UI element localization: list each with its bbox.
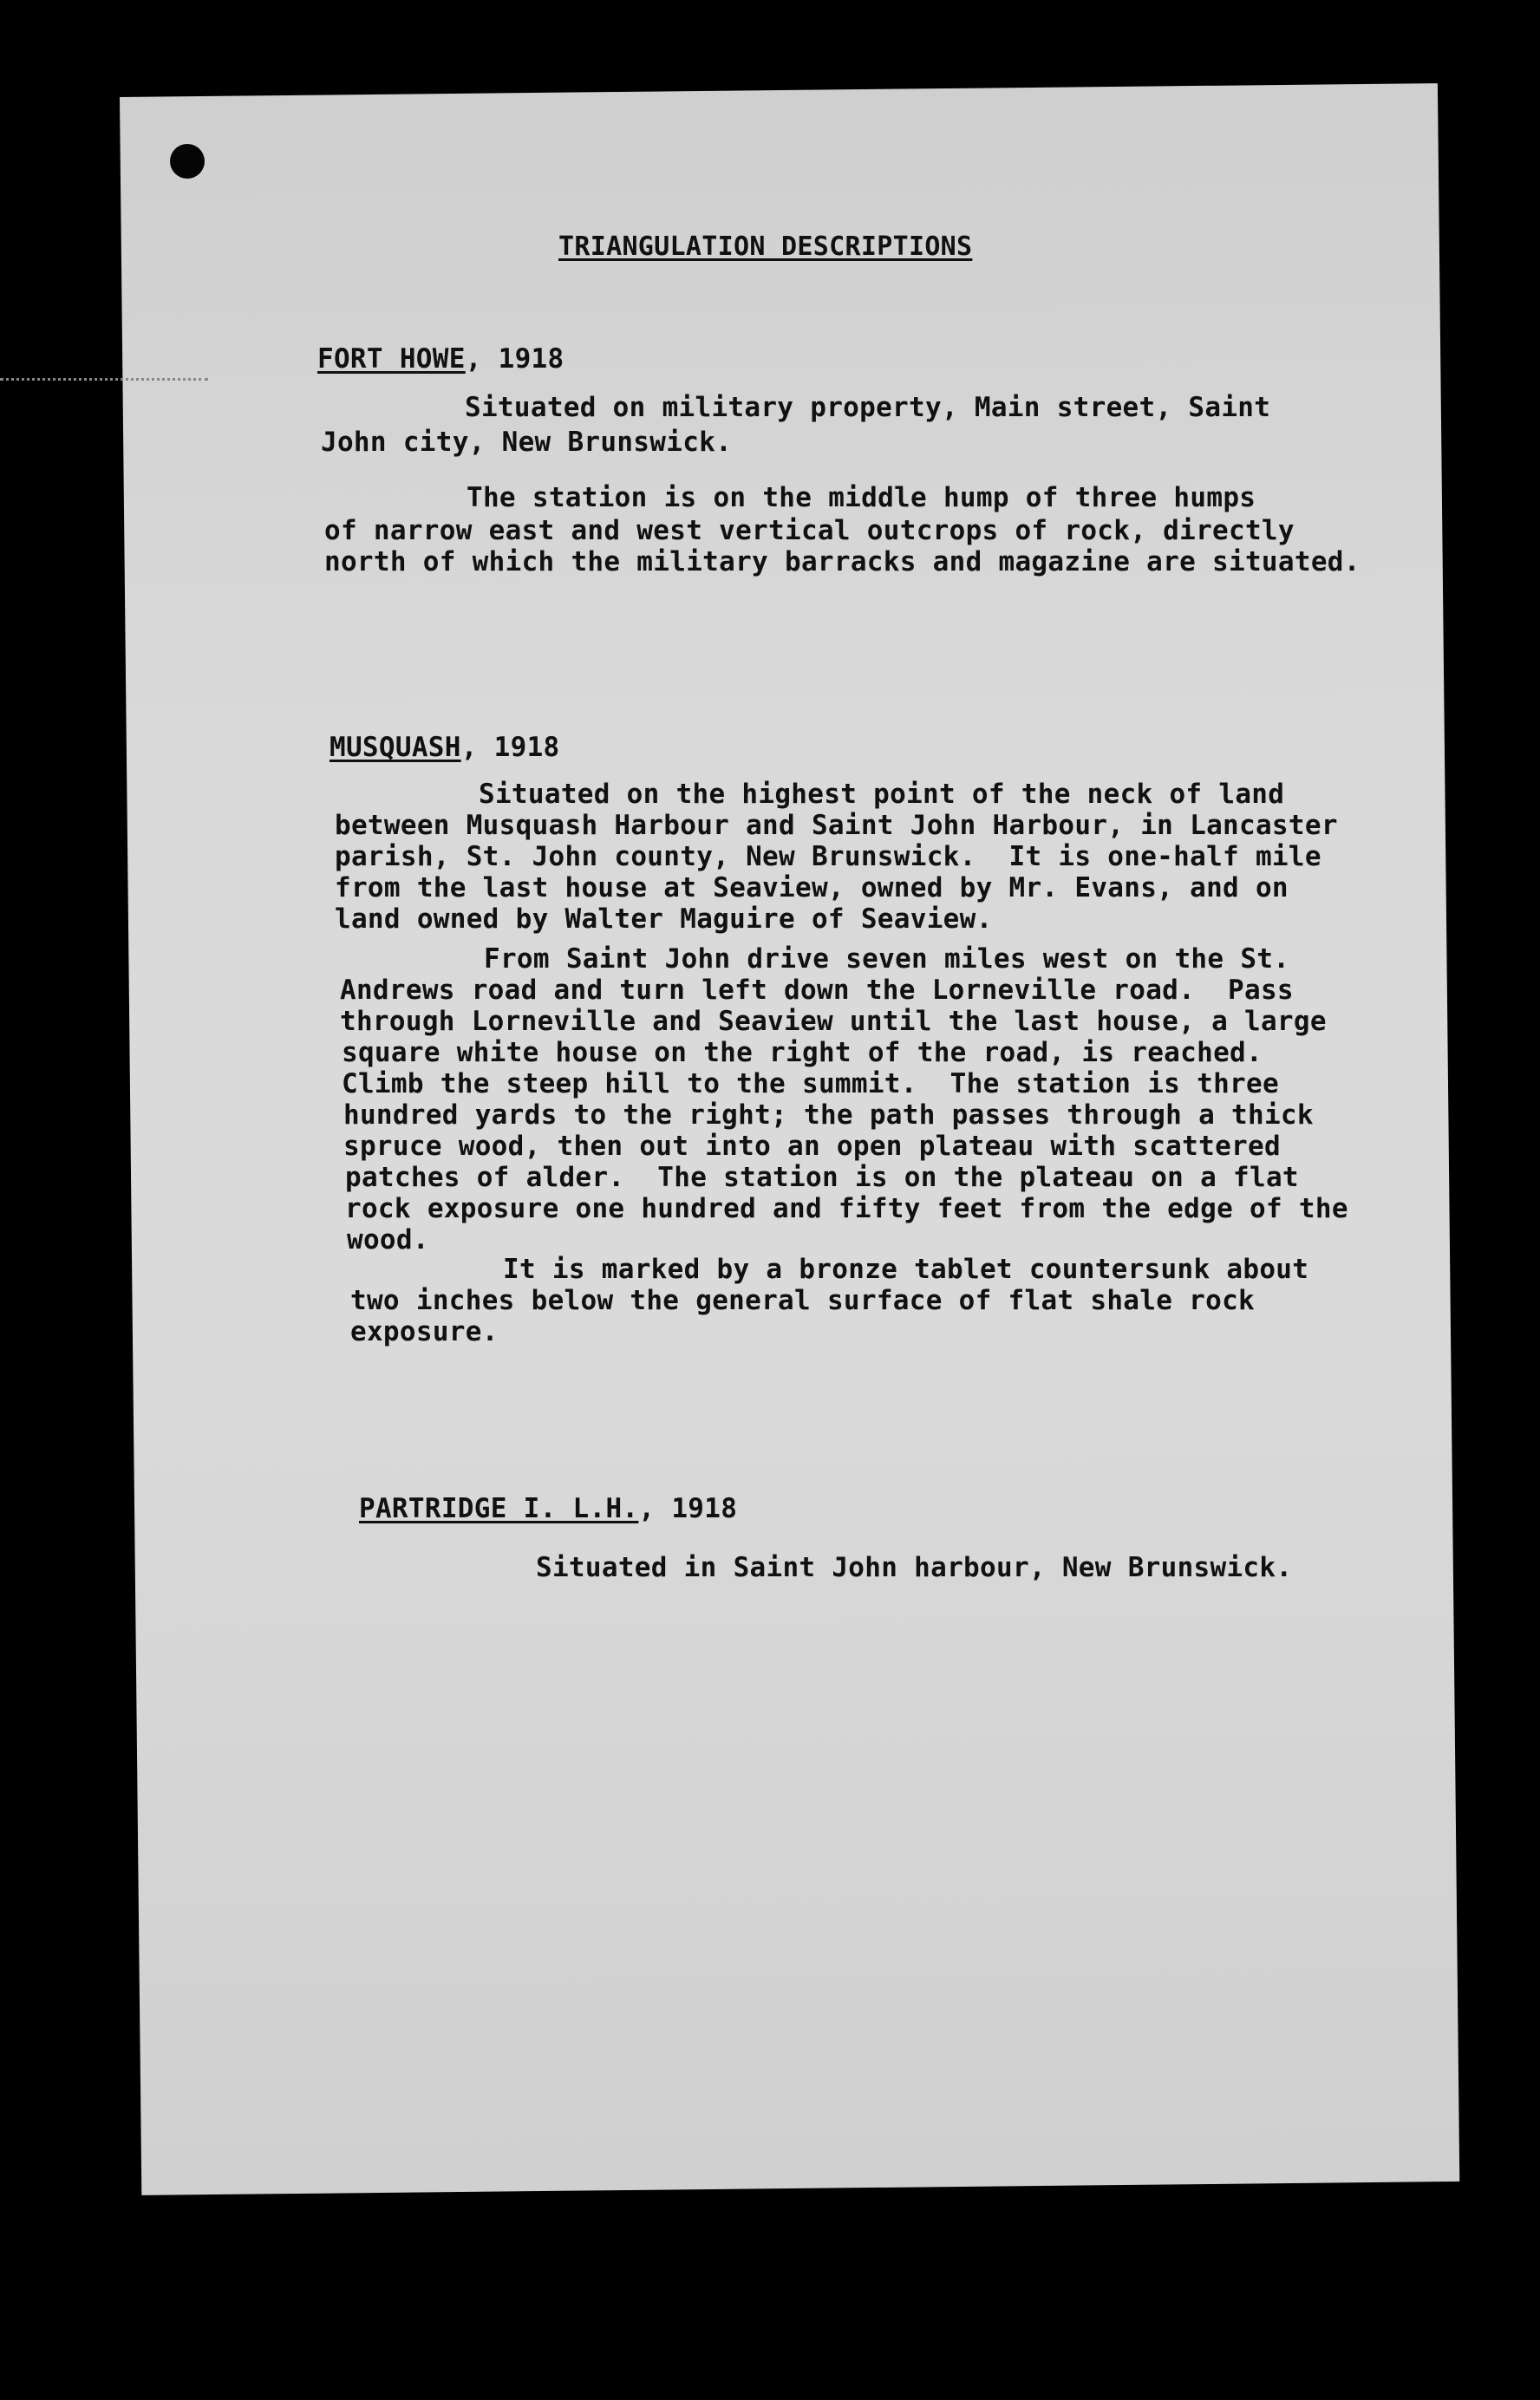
- paragraph-line: exposure.: [350, 1316, 499, 1347]
- section-heading-partridge: [359, 1493, 737, 1525]
- paragraph-line: of narrow east and west vertical outcrops of rock, directly: [324, 515, 1295, 546]
- section-year: , 1918: [638, 1493, 738, 1524]
- section-year: , 1918: [460, 732, 560, 763]
- paragraph-line: north of which the military barracks and magazine are situated.: [324, 546, 1361, 577]
- paragraph-line: parish, St. John county, New Brunswick. It is one-half mile: [335, 841, 1321, 872]
- section-name: MUSQUASH: [330, 732, 461, 763]
- paragraph-line: between Musquash Harbour and Saint John Harbour, in Lancaster: [335, 810, 1338, 841]
- paragraph-line: hundred yards to the right; the path passes through a thick: [343, 1099, 1314, 1131]
- section-name: PARTRIDGE I. L.H.: [359, 1493, 639, 1524]
- paragraph-line: Andrews road and turn left down the Lorneville road. Pass: [340, 975, 1294, 1006]
- paragraph-line: spruce wood, then out into an open plateau with scattered: [343, 1131, 1281, 1162]
- paragraph-line: from the last house at Seaview, owned by Mr. Evans, and on: [335, 872, 1289, 903]
- document-title: TRIANGULATION DESCRIPTIONS: [558, 232, 973, 262]
- section-year: , 1918: [465, 343, 564, 375]
- paragraph-line: Situated on the highest point of the neck of land: [479, 779, 1285, 810]
- paragraph-line: John city, New Brunswick.: [321, 427, 733, 458]
- paragraph-line: wood.: [347, 1224, 429, 1255]
- paragraph-line: Situated on military property, Main street, Saint: [465, 392, 1271, 423]
- paragraph-line: The station is on the middle hump of three humps: [467, 482, 1256, 513]
- paragraph-line: Climb the steep hill to the summit. The station is three: [342, 1068, 1279, 1099]
- section-heading-fort-howe: [317, 343, 564, 375]
- paragraph-line: It is marked by a bronze tablet countersunk about: [503, 1254, 1309, 1285]
- paragraph-line: patches of alder. The station is on the plateau on a flat: [345, 1162, 1299, 1193]
- paragraph-line: land owned by Walter Maguire of Seaview.: [335, 903, 993, 935]
- section-name: FORT HOWE: [317, 343, 466, 375]
- section-heading-musquash: [330, 732, 560, 764]
- edge-dotted-line: [0, 378, 208, 381]
- paragraph-line: square white house on the right of the road, is reached.: [342, 1037, 1263, 1068]
- paragraph-line: two inches below the general surface of flat shale rock: [350, 1285, 1255, 1316]
- paragraph-line: From Saint John drive seven miles west on the St.: [484, 943, 1290, 975]
- punch-hole: [170, 144, 205, 179]
- paragraph-line: through Lorneville and Seaview until the last house, a large: [340, 1006, 1327, 1037]
- paragraph-line: rock exposure one hundred and fifty feet from the edge of the: [345, 1193, 1348, 1224]
- paragraph-line: Situated in Saint John harbour, New Brunswick.: [536, 1552, 1293, 1583]
